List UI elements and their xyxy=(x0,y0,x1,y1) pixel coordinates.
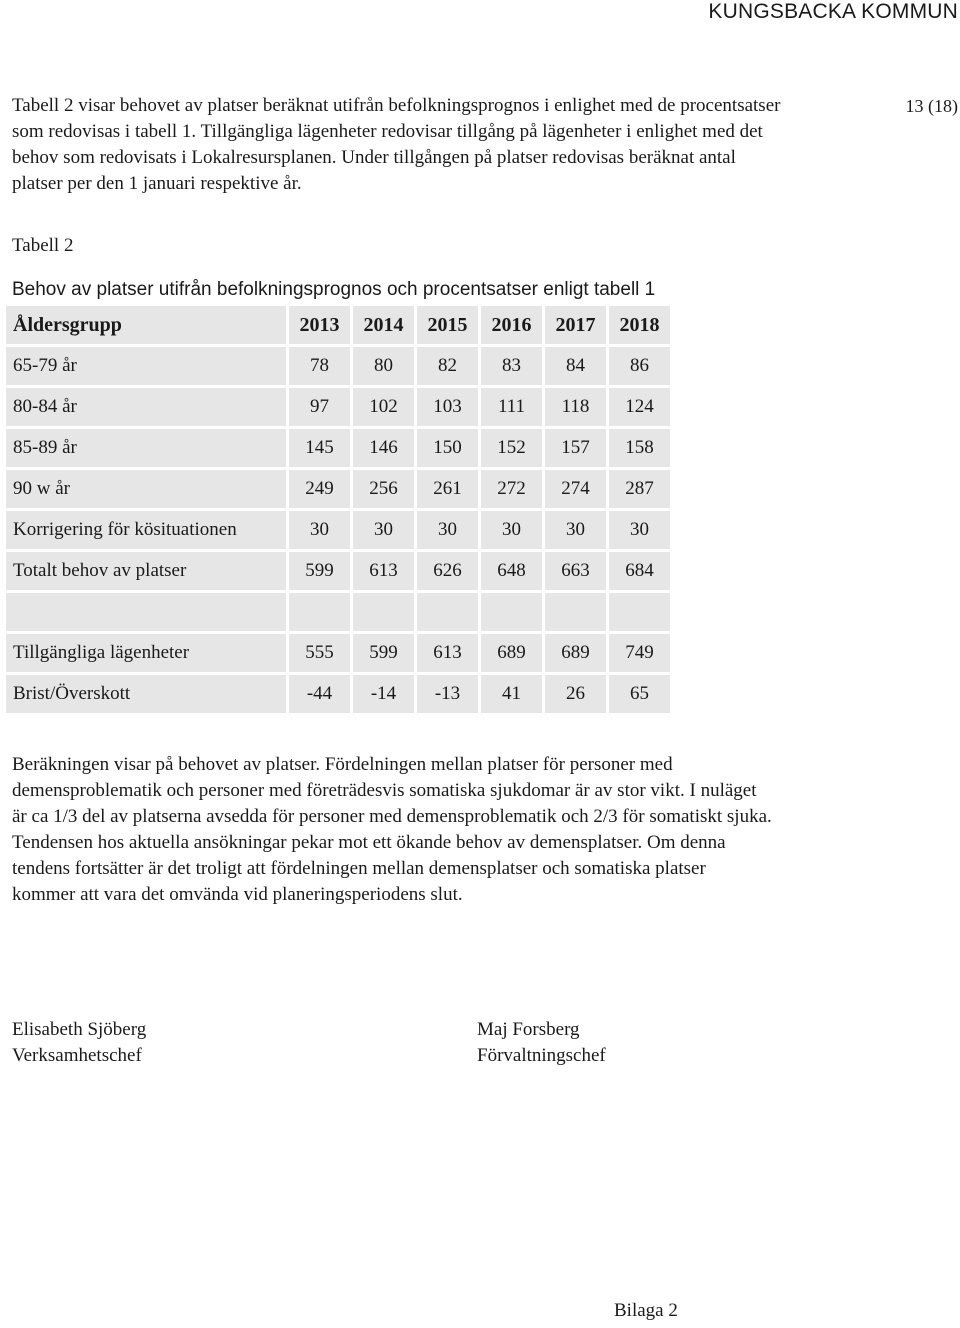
table-cell: 157 xyxy=(545,429,606,467)
row-label: 80-84 år xyxy=(6,388,286,426)
table-cell: 613 xyxy=(417,634,478,672)
table-cell: 613 xyxy=(353,552,414,590)
table-cell: 249 xyxy=(289,470,350,508)
table-caption: Tabell 2 xyxy=(12,235,74,256)
table-cell: 287 xyxy=(609,470,670,508)
table-row xyxy=(6,470,670,508)
table-cell: 749 xyxy=(609,634,670,672)
row-label: Brist/Överskott xyxy=(6,675,286,713)
table-cell: 111 xyxy=(481,388,542,426)
row-label: Tillgängliga lägenheter xyxy=(6,634,286,672)
table-cell: 82 xyxy=(417,347,478,385)
signature-left xyxy=(12,1017,146,1069)
table-cell: 689 xyxy=(545,634,606,672)
table-row xyxy=(6,552,670,590)
table-cell: 41 xyxy=(481,675,542,713)
table-cell xyxy=(609,593,670,631)
page-number: 13 (18) xyxy=(905,96,958,116)
header-year: 2016 xyxy=(481,306,542,344)
header-year: 2017 xyxy=(545,306,606,344)
table-cell: 158 xyxy=(609,429,670,467)
table-cell: 80 xyxy=(353,347,414,385)
signature-name: Maj Forsberg xyxy=(477,1019,580,1040)
table-header-row xyxy=(6,306,670,344)
table-cell: 626 xyxy=(417,552,478,590)
signature-title: Förvaltningschef xyxy=(477,1045,606,1066)
row-label: 65-79 år xyxy=(6,347,286,385)
table-cell: 30 xyxy=(353,511,414,549)
table-cell: 599 xyxy=(289,552,350,590)
table-cell: 30 xyxy=(545,511,606,549)
row-label: 85-89 år xyxy=(6,429,286,467)
table-cell: 256 xyxy=(353,470,414,508)
table-title: Behov av platser utifrån befolkningsprognos och procentsatser enligt tabell 1 xyxy=(12,279,656,300)
table-cell: 86 xyxy=(609,347,670,385)
table-cell: 689 xyxy=(481,634,542,672)
table-row xyxy=(6,388,670,426)
table-cell: 78 xyxy=(289,347,350,385)
table-cell: 150 xyxy=(417,429,478,467)
table-cell xyxy=(417,593,478,631)
header-year: 2015 xyxy=(417,306,478,344)
table-cell: 118 xyxy=(545,388,606,426)
row-label: Korrigering för kösituationen xyxy=(6,511,286,549)
table-cell: 663 xyxy=(545,552,606,590)
row-label xyxy=(6,593,286,631)
table-cell: 83 xyxy=(481,347,542,385)
signature-right xyxy=(477,1017,606,1069)
table-cell: -14 xyxy=(353,675,414,713)
header-year: 2018 xyxy=(609,306,670,344)
table-cell: 146 xyxy=(353,429,414,467)
table-cell: 84 xyxy=(545,347,606,385)
needs-table xyxy=(3,303,673,716)
table-row-blank xyxy=(6,593,670,631)
table-cell: 261 xyxy=(417,470,478,508)
header-year: 2014 xyxy=(353,306,414,344)
appendix-label: Bilaga 2 xyxy=(614,1300,678,1321)
table-row xyxy=(6,429,670,467)
row-label: 90 w år xyxy=(6,470,286,508)
table-cell: 124 xyxy=(609,388,670,426)
table-cell: -44 xyxy=(289,675,350,713)
body-paragraph: Beräkningen visar på behovet av platser. Fördelningen mellan platser för personer med demensproblematik och personer med företrädesvis somatiska sjukdomar är av stor vikt. I nuläget är ca 1/3 del av platserna avsedda för personer med demensproblematik och 2/3 för somatiskt sjuka. Tendensen hos aktuella ansökningar pekar mot ett ökande behov av demensplatser. Om denna tendens fortsätter är det troligt att fördelningen mellan demensplatser och somatiska platser kommer att vara det omvända vid planeringsperiodens slut. xyxy=(12,754,772,905)
signature-title: Verksamhetschef xyxy=(12,1045,142,1066)
table-cell: -13 xyxy=(417,675,478,713)
table-cell xyxy=(353,593,414,631)
table-cell: 30 xyxy=(481,511,542,549)
table-cell: 599 xyxy=(353,634,414,672)
table-cell: 65 xyxy=(609,675,670,713)
header-year: 2013 xyxy=(289,306,350,344)
intro-paragraph: Tabell 2 visar behovet av platser beräknat utifrån befolkningsprognos i enlighet med de procentsatser som redovisas i tabell 1. Tillgängliga lägenheter redovisar tillgång på lägenheter i enlighet med det behov som redovisats i Lokalresursplanen. Under tillgången på platser redovisas beräknat antal platser per den 1 januari respektive år. xyxy=(12,95,781,194)
table-cell: 30 xyxy=(609,511,670,549)
table-cell: 272 xyxy=(481,470,542,508)
table-row xyxy=(6,347,670,385)
table-row xyxy=(6,511,670,549)
table-cell: 97 xyxy=(289,388,350,426)
table-cell: 30 xyxy=(417,511,478,549)
header-age-group: Åldersgrupp xyxy=(6,306,286,344)
table-cell: 102 xyxy=(353,388,414,426)
table-cell: 648 xyxy=(481,552,542,590)
table-cell xyxy=(289,593,350,631)
table-cell: 684 xyxy=(609,552,670,590)
table-cell: 152 xyxy=(481,429,542,467)
table-cell xyxy=(481,593,542,631)
organization-header: KUNGSBACKA KOMMUN xyxy=(708,0,958,23)
row-label: Totalt behov av platser xyxy=(6,552,286,590)
table-row xyxy=(6,634,670,672)
table-cell: 274 xyxy=(545,470,606,508)
table-cell xyxy=(545,593,606,631)
table-cell: 26 xyxy=(545,675,606,713)
table-cell: 555 xyxy=(289,634,350,672)
table-cell: 30 xyxy=(289,511,350,549)
table-cell: 145 xyxy=(289,429,350,467)
signature-name: Elisabeth Sjöberg xyxy=(12,1019,147,1040)
table-row xyxy=(6,675,670,713)
table-cell: 103 xyxy=(417,388,478,426)
